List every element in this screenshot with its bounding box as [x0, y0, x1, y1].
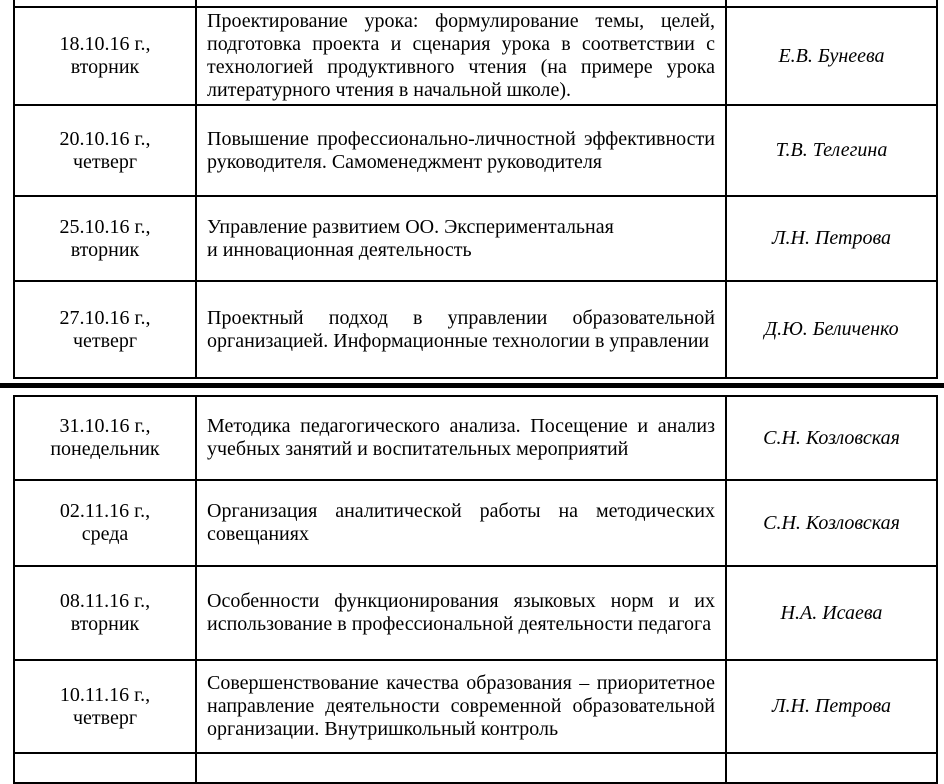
date-cell: 27.10.16 г., четверг — [14, 281, 196, 378]
lecturer-cell: Т.В. Телегина — [726, 105, 937, 196]
date-cell — [14, 0, 196, 7]
table-row — [14, 7, 937, 105]
lecturer-cell: С.Н. Козловская — [726, 396, 937, 480]
date-cell: 08.11.16 г., вторник — [14, 566, 196, 660]
date-cell: 10.11.16 г., четверг — [14, 660, 196, 753]
lecturer-cell: С.Н. Козловская — [726, 480, 937, 566]
lecturer-cell: Н.А. Исаева — [726, 566, 937, 660]
date-cell: 31.10.16 г., понедельник — [14, 396, 196, 480]
lecturer-cell — [726, 0, 937, 7]
topic-cell: Организация аналитической работы на методических совещаниях — [196, 480, 726, 566]
lecturer-cell: Л.Н. Петрова — [726, 196, 937, 281]
lecturer-cell: Д.Ю. Беличенко — [726, 281, 937, 378]
date-cell: 18.10.16 г., вторник — [14, 7, 196, 105]
section-divider — [0, 383, 944, 388]
topic-cell: Совершенствование качества образования – приоритетное направление деятельности современной образовательной организации. Внутришкольный контроль — [196, 660, 726, 753]
schedule-table-november — [13, 395, 938, 784]
date-cell — [14, 753, 196, 783]
partial-row-top — [14, 0, 937, 7]
date-cell: 02.11.16 г., среда — [14, 480, 196, 566]
table-row — [14, 660, 937, 753]
table-row — [14, 480, 937, 566]
topic-cell: Проектирование урока: формулирование темы, целей, подготовка проекта и сценария урока в соответствии с технологией продуктивного чтения (на примере урока литературного чтения в начальной школе). — [196, 7, 726, 105]
topic-cell: Проектный подход в управлении образовательной организацией. Информационные технологии в управлении — [196, 281, 726, 378]
schedule-table-october — [13, 0, 938, 379]
date-cell: 20.10.16 г., четверг — [14, 105, 196, 196]
date-cell: 25.10.16 г., вторник — [14, 196, 196, 281]
topic-cell: Повышение профессионально-личностной эффективности руководителя. Самоменеджмент руководителя — [196, 105, 726, 196]
table-row — [14, 105, 937, 196]
lecturer-cell: Л.Н. Петрова — [726, 660, 937, 753]
topic-cell: Методика педагогического анализа. Посещение и анализ учебных занятий и воспитательных мероприятий — [196, 396, 726, 480]
lecturer-cell: Е.В. Бунеева — [726, 7, 937, 105]
topic-cell — [196, 753, 726, 783]
partial-row-bottom — [14, 753, 937, 783]
table-row — [14, 196, 937, 281]
lecturer-cell — [726, 753, 937, 783]
topic-cell: Особенности функционирования языковых норм и их использование в профессиональной деятельности педагога — [196, 566, 726, 660]
topic-cell: Управление развитием ОО. Экспериментальная и инновационная деятельность — [196, 196, 726, 281]
topic-cell — [196, 0, 726, 7]
table-row — [14, 281, 937, 378]
table-row — [14, 566, 937, 660]
table-row — [14, 396, 937, 480]
